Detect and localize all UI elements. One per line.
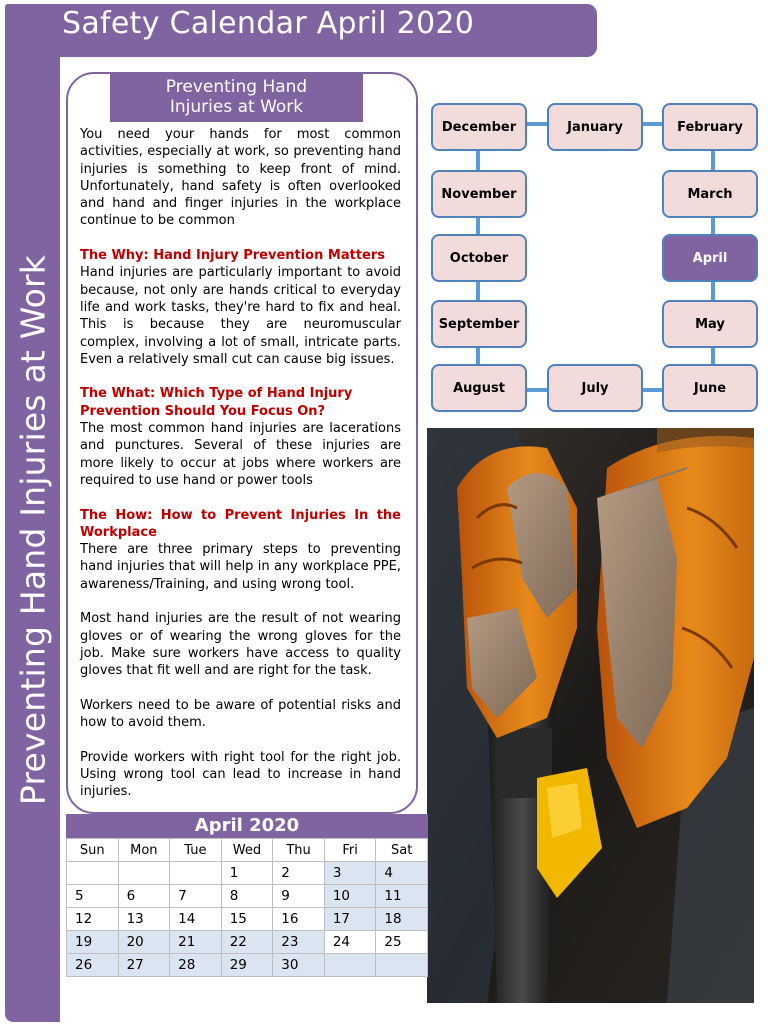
calendar-day[interactable]: 25 [376, 931, 428, 954]
article-title-line2: Injuries at Work [169, 97, 304, 117]
calendar-day[interactable] [376, 954, 428, 977]
calendar-day[interactable]: 4 [376, 862, 428, 885]
calendar-day[interactable]: 7 [170, 885, 222, 908]
month-january[interactable]: January [547, 103, 643, 151]
calendar-day[interactable]: 24 [324, 931, 376, 954]
gloved-hands-drill-photo [427, 428, 754, 1003]
month-march[interactable]: March [662, 170, 758, 218]
calendar-day[interactable]: 6 [118, 885, 170, 908]
calendar-day[interactable]: 23 [273, 931, 325, 954]
calendar-week-row [67, 862, 428, 885]
how-heading-line1: The How: How to Prevent Injuries In the [80, 507, 401, 523]
calendar-week-row [67, 931, 428, 954]
why-paragraph: Hand injuries are particularly important to avoid because, not only are hands critical to everyday life and work tasks, they're hard to fix and heal. This is because they are neuromuscular complex, involving a lot of small, intricate parts. Even a relatively small cut can cause big issues. [80, 265, 401, 367]
day-header: Mon [118, 839, 170, 862]
calendar-day[interactable]: 29 [221, 954, 273, 977]
calendar-day[interactable]: 5 [67, 885, 119, 908]
article-title [110, 74, 363, 122]
calendar-day[interactable]: 26 [67, 954, 119, 977]
calendar-day[interactable]: 12 [67, 908, 119, 931]
day-header: Wed [221, 839, 273, 862]
calendar-day[interactable]: 15 [221, 908, 273, 931]
how-heading-line2: Workplace [80, 524, 157, 540]
month-august[interactable]: August [431, 364, 527, 412]
month-september[interactable]: September [431, 300, 527, 348]
month-ring-diagram [430, 100, 766, 420]
calendar-day[interactable]: 20 [118, 931, 170, 954]
calendar-day[interactable]: 21 [170, 931, 222, 954]
month-june[interactable]: June [662, 364, 758, 412]
month-calendar [66, 814, 428, 977]
awareness-paragraph: Workers need to be aware of potential risks and how to avoid them. [80, 697, 401, 731]
calendar-grid [66, 838, 428, 977]
calendar-day[interactable]: 13 [118, 908, 170, 931]
article-body [80, 126, 401, 818]
day-header: Thu [273, 839, 325, 862]
calendar-title: April 2020 [66, 814, 428, 838]
calendar-day[interactable] [324, 954, 376, 977]
calendar-day[interactable]: 10 [324, 885, 376, 908]
vertical-title: Preventing Hand Injuries at Work [13, 254, 53, 806]
how-paragraph: There are three primary steps to preventing hand injuries that will help in any workplace PPE, awareness/Training, and using wrong tool. [80, 542, 401, 592]
day-header: Sun [67, 839, 119, 862]
page-title: Safety Calendar April 2020 [62, 6, 475, 41]
calendar-day[interactable]: 16 [273, 908, 325, 931]
calendar-day[interactable]: 3 [324, 862, 376, 885]
calendar-week-row [67, 885, 428, 908]
month-may[interactable]: May [662, 300, 758, 348]
calendar-day[interactable]: 1 [221, 862, 273, 885]
calendar-day[interactable]: 11 [376, 885, 428, 908]
what-paragraph: The most common hand injuries are lacerations and punctures. Several of these injuries are more likely to occur at jobs where workers are required to use hand or power tools [80, 421, 401, 488]
what-heading: The What: Which Type of Hand Injury Prevention Should You Focus On? [80, 386, 353, 419]
calendar-day[interactable]: 30 [273, 954, 325, 977]
calendar-day[interactable]: 22 [221, 931, 273, 954]
photo-illustration [427, 428, 754, 1003]
calendar-day[interactable]: 17 [324, 908, 376, 931]
calendar-day[interactable]: 18 [376, 908, 428, 931]
calendar-day[interactable]: 2 [273, 862, 325, 885]
day-header: Sat [376, 839, 428, 862]
month-july[interactable]: July [547, 364, 643, 412]
calendar-day[interactable]: 28 [170, 954, 222, 977]
calendar-header-row [67, 839, 428, 862]
calendar-week-row [67, 908, 428, 931]
calendar-day[interactable]: 14 [170, 908, 222, 931]
calendar-day[interactable]: 27 [118, 954, 170, 977]
month-february[interactable]: February [662, 103, 758, 151]
day-header: Tue [170, 839, 222, 862]
month-december[interactable]: December [431, 103, 527, 151]
calendar-week-row [67, 954, 428, 977]
month-october[interactable]: October [431, 234, 527, 282]
calendar-day[interactable] [118, 862, 170, 885]
calendar-day[interactable]: 19 [67, 931, 119, 954]
day-header: Fri [324, 839, 376, 862]
tool-paragraph: Provide workers with right tool for the right job. Using wrong tool can lead to increase in hand injuries. [80, 749, 401, 800]
month-november[interactable]: November [431, 170, 527, 218]
intro-paragraph: You need your hands for most common activities, especially at work, so preventing hand injuries is something to keep front of mind. Unfortunately, hand safety is often overlooked and hand and finger injuries in the workplace continue to be common [80, 127, 401, 229]
why-heading: The Why: Hand Injury Prevention Matters [80, 248, 385, 264]
calendar-day[interactable] [170, 862, 222, 885]
gloves-paragraph: Most hand injuries are the result of not wearing gloves or of wearing the wrong gloves for the job. Make sure workers have access to quality gloves that fit well and are right for the task. [80, 611, 401, 679]
calendar-day[interactable]: 8 [221, 885, 273, 908]
month-april-current[interactable]: April [662, 234, 758, 282]
calendar-day[interactable]: 9 [273, 885, 325, 908]
calendar-day[interactable] [67, 862, 119, 885]
article-title-line1: Preventing Hand [165, 77, 308, 97]
